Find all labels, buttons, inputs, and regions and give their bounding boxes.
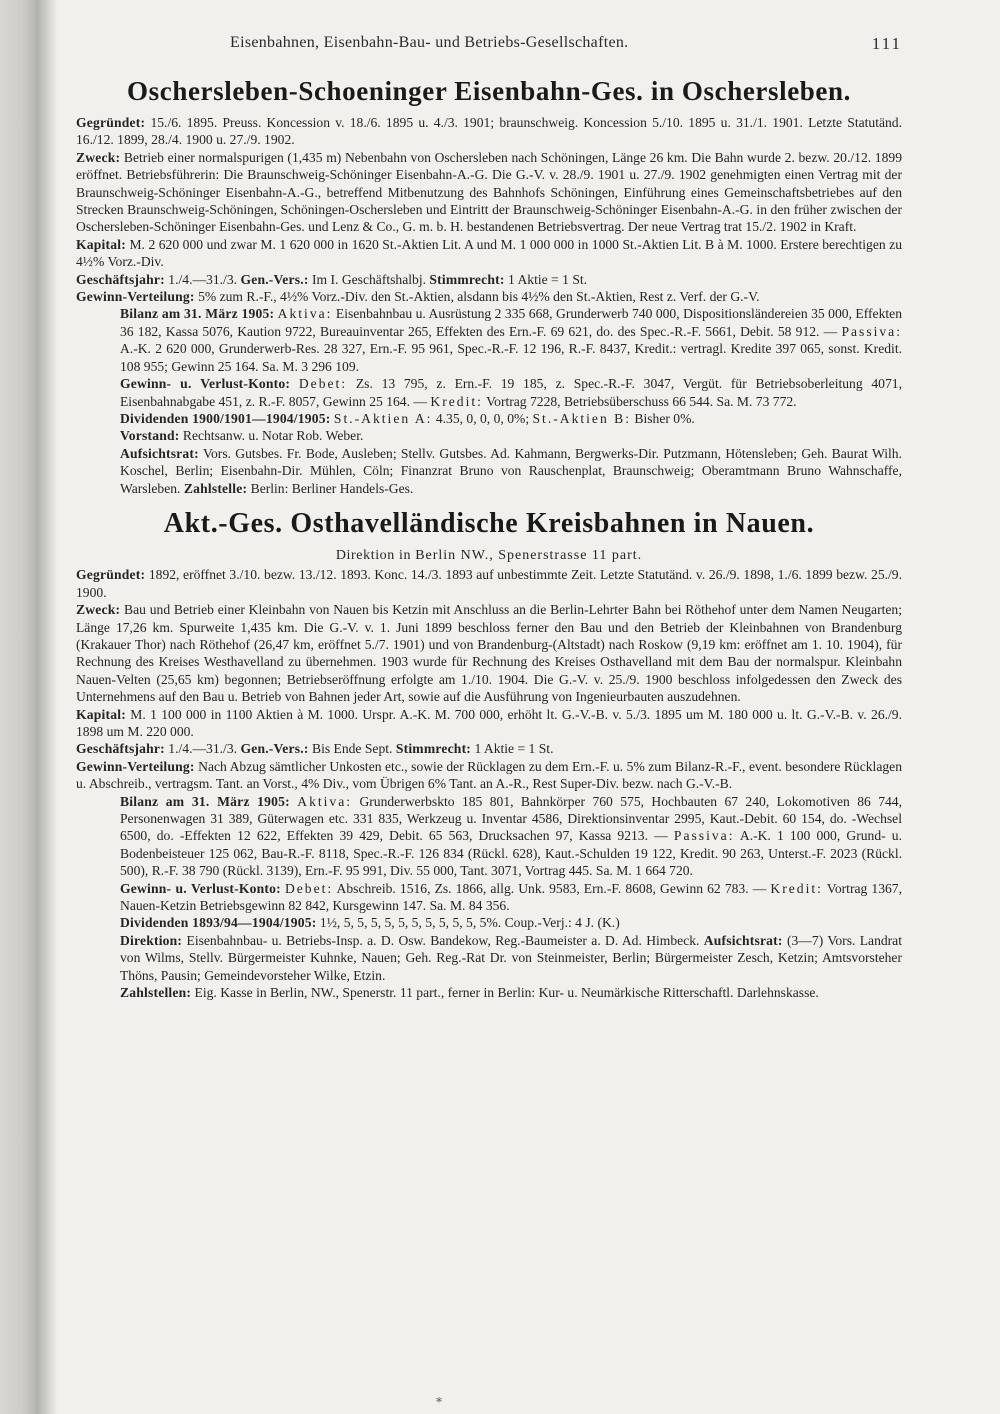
aktiva-label: Aktiva: bbox=[297, 793, 353, 809]
direktion-prefix: Direktion in bbox=[335, 547, 412, 563]
geschaeftsjahr-paragraph bbox=[76, 740, 902, 757]
entry-osthavellaendische bbox=[76, 507, 902, 1002]
gegruendet-text: 1892, eröffnet 3./10. bezw. 13./12. 1893. Konc. 14./3. 1893 auf unbestimmte Zeit. Letzte Statutänd. v. 26./9. 1898, 1./6. 1899 bezw. 25./9. 1900. bbox=[76, 567, 902, 600]
kapital-text: M. 2 620 000 und zwar M. 1 620 000 in 1620 St.-Aktien Lit. A und M. 1 000 000 in 1000 St.-Aktien Lit. B à M. 1000. Erstere berechtigen zu 4½% Vorz.-Div. bbox=[76, 236, 902, 270]
gewinn-verteilung-paragraph bbox=[76, 758, 902, 793]
footer-ornament: * bbox=[436, 1395, 442, 1409]
gegruendet-text: 15./6. 1895. Preuss. Koncession v. 18./6. 1895 u. 4./3. 1901; braunschweig. Koncession 5./10. 1895 u. 31./1. 1901. Letzte Statutänd. 16./12. 1899, 28./4. 1900 u. 27./9. 1902. bbox=[76, 115, 903, 148]
aufsichtsrat-paragraph bbox=[76, 445, 902, 497]
gegruendet-paragraph bbox=[76, 114, 902, 149]
passiva-text: A.-K. 2 620 000, Grunderwerb-Res. 28 327, Ern.-F. 95 961, Spec.-R.-F. 12 196, R.-F. 8437, Kredit.: vertragl. Kredite 397 065, sonst. Kredit. 108 955; Gewinn 25 164. Sa. M. 3 296 109. bbox=[120, 341, 902, 374]
guv-label: Gewinn- u. Verlust-Konto: bbox=[120, 880, 281, 896]
entry-title: Akt.-Ges. Osthavelländische Kreisbahnen in Nauen. bbox=[163, 507, 815, 539]
zweck-label: Zweck: bbox=[76, 149, 121, 165]
aktiva-text: Eisenbahnbau u. Ausrüstung 2 335 668, Grunderwerb 740 000, Dispositionsländereien 35 000, Effekten 36 182, Kassa 5076, Kaution 9722, Bureauinventar 265, Effekten des Ern.-F. 69 621, do. des Spec.-R.-F. 5661, Debit. 58 912. — bbox=[120, 306, 902, 339]
stimmrecht-label: Stimmrecht: bbox=[429, 271, 505, 287]
geschaeftsjahr-label: Geschäftsjahr: bbox=[76, 741, 165, 757]
coupon-verjaehrung: Coup.-Verj.: 4 J. (K.) bbox=[504, 915, 620, 931]
geschaeftsjahr-label: Geschäftsjahr: bbox=[76, 271, 165, 287]
kapital-label: Kapital: bbox=[76, 236, 126, 252]
bilanz-label: Bilanz am 31. März 1905: bbox=[120, 793, 290, 809]
dividenden-a-text: 4.35, 0, 0, 0, 0%; bbox=[435, 410, 530, 426]
zweck-text: Betrieb einer normalspurigen (1,435 m) Nebenbahn von Oschersleben nach Schöningen, Länge 26 km. Die Bahn wurde 2. bezw. 20./12. 1899 eröffnet. Betriebsführerin: Die Braunschweig-Schöninger Eisenbahn-A.-G. Die G.-V. v. 28./9. 1901 u. 27./9. 1902 genehmigten einen Vertrag mit der Braunschweig-Schöninger Eisenbahn-A.-G., betreffend Mitbenutzung des Bahnhofs Schöningen, Einführung eines Gemeinschaftsbetriebes auf den Strecken Braunschweig-Schöningen, Schöningen-Oschersleben und Eintritt der Braunschweig-Schöninger Eisenbahn-A.-G. in den früher zwischen der Oschersleben-Schöninger Eisenbahn-Ges. und Lenz & Co., G. m. b. H. bestandenen Betriebsvertrag. Der neue Vertrag trat 15./2. 1902 in Kraft. bbox=[76, 149, 902, 235]
direktion-line bbox=[76, 547, 902, 564]
kapital-paragraph bbox=[76, 236, 902, 271]
zweck-label: Zweck: bbox=[76, 602, 121, 618]
dividenden-b-label: St.-Aktien B: bbox=[532, 410, 632, 426]
guv-paragraph bbox=[76, 375, 902, 410]
aufsichtsrat-label: Aufsichtsrat: bbox=[703, 932, 783, 948]
geschaeftsjahr-text: 1./4.—31./3. bbox=[168, 741, 238, 757]
direktion-paragraph bbox=[76, 932, 902, 984]
kapital-label: Kapital: bbox=[76, 706, 126, 722]
debet-text: Zs. 13 795, z. Ern.-F. 19 185, z. Spec.-R.-F. 3047, Vergüt. für Betriebsoberleitung 4071, Eisenbahnabgabe 451, z. R.-F. 8057, Gewinn 25 164. — bbox=[120, 376, 902, 409]
zahlstellen-paragraph bbox=[76, 984, 902, 1001]
stimmrecht-label: Stimmrecht: bbox=[395, 741, 472, 757]
aufsichtsrat-text: (3—7) Vors. Landrat von Wilms, Stellv. Bürgermeister Kuhnke, Nauen; Geh. Reg.-Rat Dr. von Steinmeister, Berlin; Bürgermeister Zesch, Ketzin; Amtsvorsteher Thöns, Pausin; Gemeindevorsteher Wilke, Etzin. bbox=[120, 932, 902, 983]
debet-text: Abschreib. 1516, Zs. 1866, allg. Unk. 9583, Ern.-F. 8608, Gewinn 62 783. — bbox=[336, 880, 767, 896]
entry-separator bbox=[76, 497, 902, 507]
passiva-label: Passiva: bbox=[673, 828, 735, 844]
gutter-shadow bbox=[36, 0, 58, 1414]
book-binding-edge bbox=[0, 0, 36, 1414]
dividenden-label: Dividenden 1893/94—1904/1905: bbox=[120, 915, 317, 931]
direktion-text: Eisenbahnbau- u. Betriebs-Insp. a. D. Osw. Bandekow, Reg.-Baumeister a. D. Ad. Himbeck. bbox=[186, 932, 700, 948]
zahlstelle-text: Berlin: Berliner Handels-Ges. bbox=[250, 480, 414, 496]
gewinn-verteilung-label: Gewinn-Verteilung: bbox=[76, 289, 195, 305]
zahlstellen-label: Zahlstellen: bbox=[120, 985, 192, 1001]
vorstand-label: Vorstand: bbox=[120, 428, 180, 444]
running-head bbox=[72, 34, 902, 58]
direktion-address: Berlin NW., Spenerstrasse 11 part. bbox=[415, 547, 643, 563]
gegruendet-paragraph bbox=[76, 566, 902, 601]
dividenden-text: 1½, 5, 5, 5, 5, 5, 5, 5, 5, 5, 5, 5%. bbox=[319, 915, 502, 931]
dividenden-paragraph bbox=[76, 914, 902, 931]
dividenden-paragraph bbox=[76, 410, 902, 427]
zahlstellen-text: Eig. Kasse in Berlin, NW., Spenerstr. 11 part., ferner in Berlin: Kur- u. Neumärkische Ritterschaftl. Darlehnskasse. bbox=[194, 985, 819, 1001]
vorstand-paragraph bbox=[76, 427, 902, 444]
kredit-label: Kredit: bbox=[430, 393, 483, 409]
running-head-title: Eisenbahnen, Eisenbahn-Bau- und Betriebs-Gesellschaften. bbox=[230, 34, 629, 51]
dividenden-label: Dividenden 1900/1901—1904/1905: bbox=[120, 410, 331, 426]
aufsichtsrat-label: Aufsichtsrat: bbox=[120, 445, 199, 461]
page-number: 111 bbox=[871, 34, 902, 53]
geschaeftsjahr-paragraph bbox=[76, 271, 902, 288]
bilanz-paragraph bbox=[76, 305, 902, 375]
aufsichtsrat-text: Vors. Gutsbes. Fr. Bode, Ausleben; Stellv. Gutsbes. Ad. Kahmann, Bergwerks-Dir. Putzmann, Hötensleben; Geh. Baurat Wilh. Koschel, Berlin; Eisenbahn-Dir. Mühlen, Cöln; Finanzrat Bruno von Rauschenplat, Braunschweig; Oberamtmann Bruno Wahnschaffe, Warsleben. bbox=[120, 445, 903, 496]
gewinn-verteilung-label: Gewinn-Verteilung: bbox=[76, 758, 195, 774]
gen-vers-text: Im I. Geschäftshalbj. bbox=[312, 271, 427, 287]
gewinn-verteilung-paragraph bbox=[76, 288, 902, 305]
passiva-label: Passiva: bbox=[841, 323, 902, 339]
gegruendet-label: Gegründet: bbox=[76, 567, 146, 583]
kapital-paragraph bbox=[76, 706, 902, 741]
debet-label: Debet: bbox=[284, 880, 334, 896]
zweck-text: Bau und Betrieb einer Kleinbahn von Nauen bis Ketzin mit Anschluss an die Berlin-Lehrter Bahn bei Röthehof unter dem Namen Neugarten; Länge 17,26 km. Spurweite 1,435 km. Die G.-V. v. 1. Juni 1899 beschloss ferner den Bau und den Betrieb der Kleinbahnen von Brandenburg (Krakauer Thor) nach Röthehof (26,47 km, eröffnet 5./7. 1901) und von Brandenburg-(Altstadt) nach Roskow (9,19 km: eröffnet am 1. 10. 1904), für Rechnung des Kreises Westhavelland zu übernehmen. 1903 wurde für Rechnung des Kreises Osthavelland mit dem Bau der normalspur. Kleinbahn Nauen-Velten (25,65 km) begonnen; Betriebseröffnung erfolgte am 1./10. 1904. Die G.-V. v. 25./9. 1900 beschloss infolgedessen den Zweck des Unternehmens auf den Bau u. Betrieb von Bahnen jeder Art, sowie auf die Ausführung von Ingenieurbauten auszudehnen. bbox=[76, 602, 902, 705]
gegruendet-label: Gegründet: bbox=[76, 115, 146, 130]
gen-vers-text: Bis Ende Sept. bbox=[312, 741, 393, 757]
stimmrecht-text: 1 Aktie = 1 St. bbox=[508, 271, 588, 287]
zweck-paragraph bbox=[76, 601, 902, 705]
debet-label: Debet: bbox=[298, 376, 348, 392]
direktion-label: Direktion: bbox=[120, 932, 183, 948]
entry-title: Oschersleben-Schoeninger Eisenbahn-Ges. in Oschersleben. bbox=[127, 76, 851, 106]
guv-label: Gewinn- u. Verlust-Konto: bbox=[120, 376, 291, 392]
geschaeftsjahr-text: 1./4.—31./3. bbox=[168, 271, 238, 287]
aktiva-label: Aktiva: bbox=[277, 306, 333, 322]
aktiva-text: Grunderwerbskto 185 801, Bahnkörper 760 575, Hochbauten 67 240, Lokomotiven 86 744, Personenwagen 31 389, Güterwagen etc. 331 835, Werkzeug u. Inventar 4586, Direktionsinventar 2995, Kaut.-Debit. 60 154, do. -Wechsel 6500, do. -Effekten 12 622, Effekten 39 429, Debit. 65 563, Drucksachen 97, Kassa 9213. — bbox=[120, 793, 902, 844]
kredit-text: Vortrag 7228, Betriebsüberschuss 66 544. Sa. M. 73 772. bbox=[486, 393, 797, 409]
zweck-paragraph bbox=[76, 149, 902, 236]
dividenden-a-label: St.-Aktien A: bbox=[333, 410, 433, 426]
bilanz-label: Bilanz am 31. März 1905: bbox=[120, 306, 275, 322]
kapital-text: M. 1 100 000 in 1100 Aktien à M. 1000. Urspr. A.-K. M. 700 000, erhöht lt. G.-V.-B. v. 5./3. 1895 um M. 180 000 u. lt. G.-V.-B. v. 26./9. 1898 um M. 220 000. bbox=[76, 706, 902, 739]
passiva-text: A.-K. 1 100 000, Grund- u. Bodenbeisteuer 125 062, Bau-R.-F. 8118, Spec.-R.-F. 126 834 (Rückl. 628), Kaut.-Schulden 19 122, Kredit. 90 263, Unterst.-F. 2023 (Rückl. 500), R.-F. 38 790 (Rückl. 3139), Ern.-F. 95 991, Div. 55 000, Tant. 3071, Vortrag 445. Sa. M. 1 664 720. bbox=[120, 828, 902, 879]
guv-paragraph bbox=[76, 880, 902, 915]
zahlstelle-label: Zahlstelle: bbox=[183, 480, 248, 496]
gewinn-verteilung-text: 5% zum R.-F., 4½% Vorz.-Div. den St.-Aktien, alsdann bis 4½% den St.-Aktien, Rest z. Verf. der G.-V. bbox=[198, 289, 760, 305]
kredit-label: Kredit: bbox=[770, 880, 823, 896]
page-content bbox=[76, 74, 902, 1002]
gewinn-verteilung-text: Nach Abzug sämtlicher Unkosten etc., sowie der Rücklagen zu dem Ern.-F. u. 5% zum Bilanz-R.-F., event. besondere Rücklagen u. Abschreib., vertragsm. Tant. an Vorst., 4% Div., vom Übrigen 6% Tant. an A.-R., Rest Super-Div. bezw. nach G.-V.-B. bbox=[76, 758, 902, 792]
gen-vers-label: Gen.-Vers.: bbox=[240, 741, 309, 757]
vorstand-text: Rechtsanw. u. Notar Rob. Weber. bbox=[182, 428, 364, 444]
kredit-text: Vortrag 1367, Nauen-Ketzin Betriebsgewinn 82 842, Kursgewinn 147. Sa. M. 84 356. bbox=[120, 880, 902, 914]
gen-vers-label: Gen.-Vers.: bbox=[240, 271, 309, 287]
entry-oschersleben bbox=[76, 74, 902, 497]
dividenden-b-text: Bisher 0%. bbox=[634, 410, 695, 426]
bilanz-paragraph bbox=[76, 793, 902, 880]
book-page bbox=[72, 0, 902, 1414]
stimmrecht-text: 1 Aktie = 1 St. bbox=[474, 741, 554, 757]
